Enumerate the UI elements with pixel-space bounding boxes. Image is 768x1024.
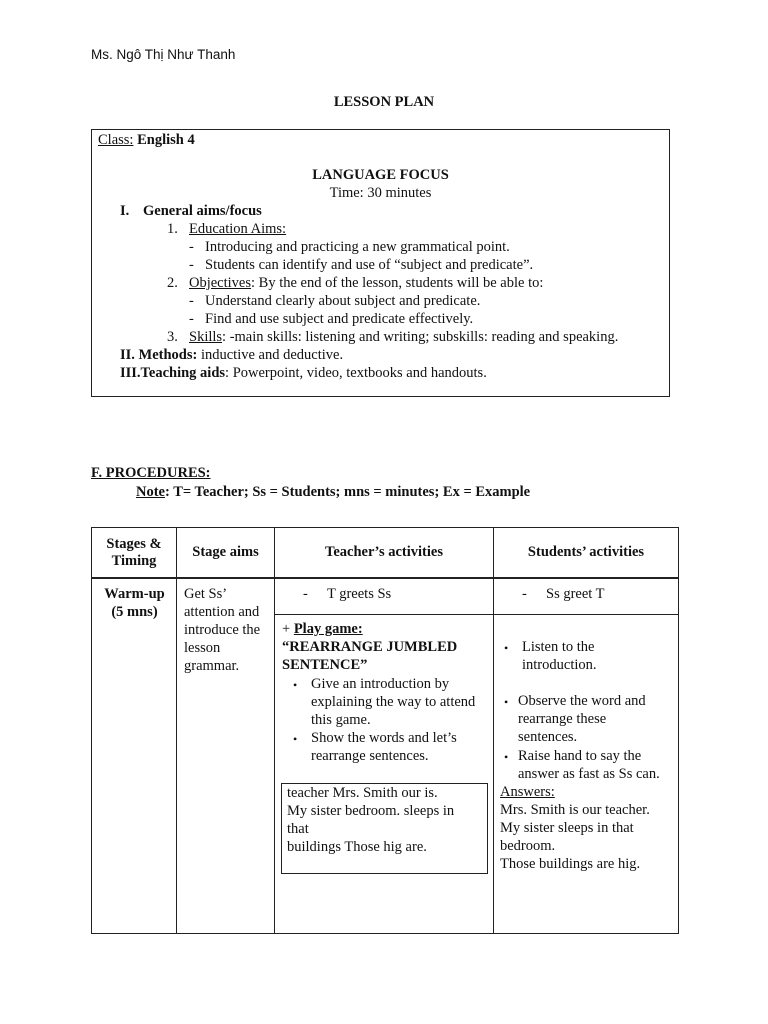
student-greet-dash: -: [522, 586, 527, 602]
lesson-overview-box: [91, 129, 670, 397]
answer-line-4: Those buildings are hig.: [500, 856, 641, 872]
stage-cell: [92, 578, 177, 934]
aims-line-1: Get Ss’: [184, 586, 228, 602]
edu-item-1: Introducing and practicing a new grammatical point.: [205, 239, 510, 255]
student-item-2-line-1: Observe the word and: [518, 693, 646, 709]
procedures-title: F. PROCEDURES:: [91, 465, 211, 481]
student-item-2-line-3: sentences.: [518, 729, 578, 745]
play-game-line: [282, 621, 363, 639]
edu-item-2: Students can identify and use of “subject and predicate”.: [205, 257, 534, 273]
jumbled-line-3: that: [287, 821, 309, 837]
teaching-aids-text: : Powerpoint, video, textbooks and handouts.: [225, 365, 487, 381]
author-name: Ms. Ngô Thị Như Thanh: [91, 47, 236, 62]
student-bullet-1: •: [504, 641, 509, 655]
aims-cell: [177, 578, 275, 934]
methods-label: II. Methods:: [120, 347, 198, 363]
objectives-label: Objectives: [189, 275, 252, 291]
skills-number: 3.: [167, 329, 178, 345]
objectives-number: 2.: [167, 275, 178, 291]
teacher-item-2-line-2: rearrange sentences.: [311, 748, 429, 764]
section-1-title: General aims/focus: [143, 203, 262, 219]
teacher-item-2-line-1: Show the words and let’s: [311, 730, 457, 746]
game-title-line-2: SENTENCE”: [282, 657, 368, 673]
game-title-line-1: “REARRANGE JUMBLED: [282, 639, 458, 655]
procedures-table: [91, 527, 679, 934]
jumbled-line-4: buildings Those hig are.: [287, 839, 427, 855]
teacher-greet: T greets Ss: [327, 586, 392, 602]
student-item-1-line-1: Listen to the: [522, 639, 595, 655]
header-stages: Stages &: [106, 535, 162, 552]
note-text: : T= Teacher; Ss = Students; mns = minutes; Ex = Example: [165, 484, 531, 500]
obj-dash-2: -: [189, 311, 194, 327]
teacher-item-1-line-1: Give an introduction by: [311, 676, 450, 692]
objectives-line: [189, 274, 543, 292]
student-item-2-line-2: rearrange these: [518, 711, 607, 727]
teaching-aids-label: III.Teaching aids: [120, 365, 226, 381]
header-stage-aims: Stage aims: [177, 528, 275, 579]
obj-dash-1: -: [189, 293, 194, 309]
student-activities-cell: [494, 578, 679, 934]
student-greet: Ss greet T: [546, 586, 605, 602]
lesson-time: Time: 30 minutes: [329, 185, 432, 201]
answers-label: Answers:: [500, 784, 555, 800]
aims-line-4: lesson: [184, 640, 221, 656]
note-label: Note: [136, 484, 165, 500]
focus-title: LANGUAGE FOCUS: [312, 167, 449, 183]
teacher-bullet-1: •: [293, 678, 298, 692]
section-1-number: I.: [120, 203, 130, 219]
methods-line: [120, 346, 343, 364]
document-title: LESSON PLAN: [333, 94, 435, 110]
table-header-row: [92, 528, 679, 579]
teacher-greet-dash: -: [303, 586, 308, 602]
stage-name: Warm-up: [104, 586, 165, 602]
student-greet-divider: [494, 614, 678, 615]
aims-line-2: attention and: [184, 604, 260, 620]
student-item-3-line-2: answer as fast as Ss can.: [518, 766, 660, 782]
jumbled-line-1: teacher Mrs. Smith our is.: [287, 785, 438, 801]
class-line: [98, 131, 195, 149]
answer-line-3: bedroom.: [500, 838, 556, 854]
header-student-activities: Students’ activities: [494, 528, 679, 579]
teacher-item-1-line-2: explaining the way to attend: [311, 694, 476, 710]
table-row: [92, 578, 679, 934]
teacher-item-1-line-3: this game.: [311, 712, 371, 728]
header-stages-timing: [92, 528, 177, 579]
greet-divider: [275, 614, 493, 615]
header-teacher-activities: Teacher’s activities: [275, 528, 494, 579]
jumbled-line-2: My sister bedroom. sleeps in: [287, 803, 455, 819]
answer-line-2: My sister sleeps in that: [500, 820, 634, 836]
class-value: English 4: [133, 132, 195, 148]
methods-text: inductive and deductive.: [197, 347, 344, 363]
student-item-3-line-1: Raise hand to say the: [518, 748, 642, 764]
aims-line-5: grammar.: [184, 658, 240, 674]
aims-line-3: introduce the: [184, 622, 261, 638]
skills-label: Skills: [189, 329, 223, 345]
play-game-label: Play game:: [293, 621, 363, 637]
jumbled-sentences-box: [281, 783, 488, 874]
header-timing: Timing: [111, 552, 157, 569]
teacher-bullet-2: •: [293, 732, 298, 746]
obj-item-1: Understand clearly about subject and predicate.: [205, 293, 481, 309]
play-prefix: +: [282, 621, 294, 637]
student-item-1-line-2: introduction.: [522, 657, 597, 673]
teacher-activities-cell: [275, 578, 494, 934]
obj-item-2: Find and use subject and predicate effectively.: [205, 311, 474, 327]
answer-line-1: Mrs. Smith is our teacher.: [500, 802, 650, 818]
objectives-text: : By the end of the lesson, students will be able to:: [251, 275, 544, 291]
teaching-aids-line: [120, 364, 487, 382]
procedures-note: [136, 484, 530, 501]
student-bullet-2: •: [504, 695, 509, 709]
stage-timing: (5 mns): [111, 604, 158, 620]
edu-dash-2: -: [189, 257, 194, 273]
class-label: Class:: [98, 132, 134, 148]
edu-dash-1: -: [189, 239, 194, 255]
student-bullet-3: •: [504, 750, 509, 764]
skills-text: : -main skills: listening and writing; subskills: reading and speaking.: [222, 329, 619, 345]
edu-aims-number: 1.: [167, 221, 178, 237]
edu-aims-label: Education Aims:: [189, 221, 287, 237]
skills-line: [189, 328, 618, 346]
